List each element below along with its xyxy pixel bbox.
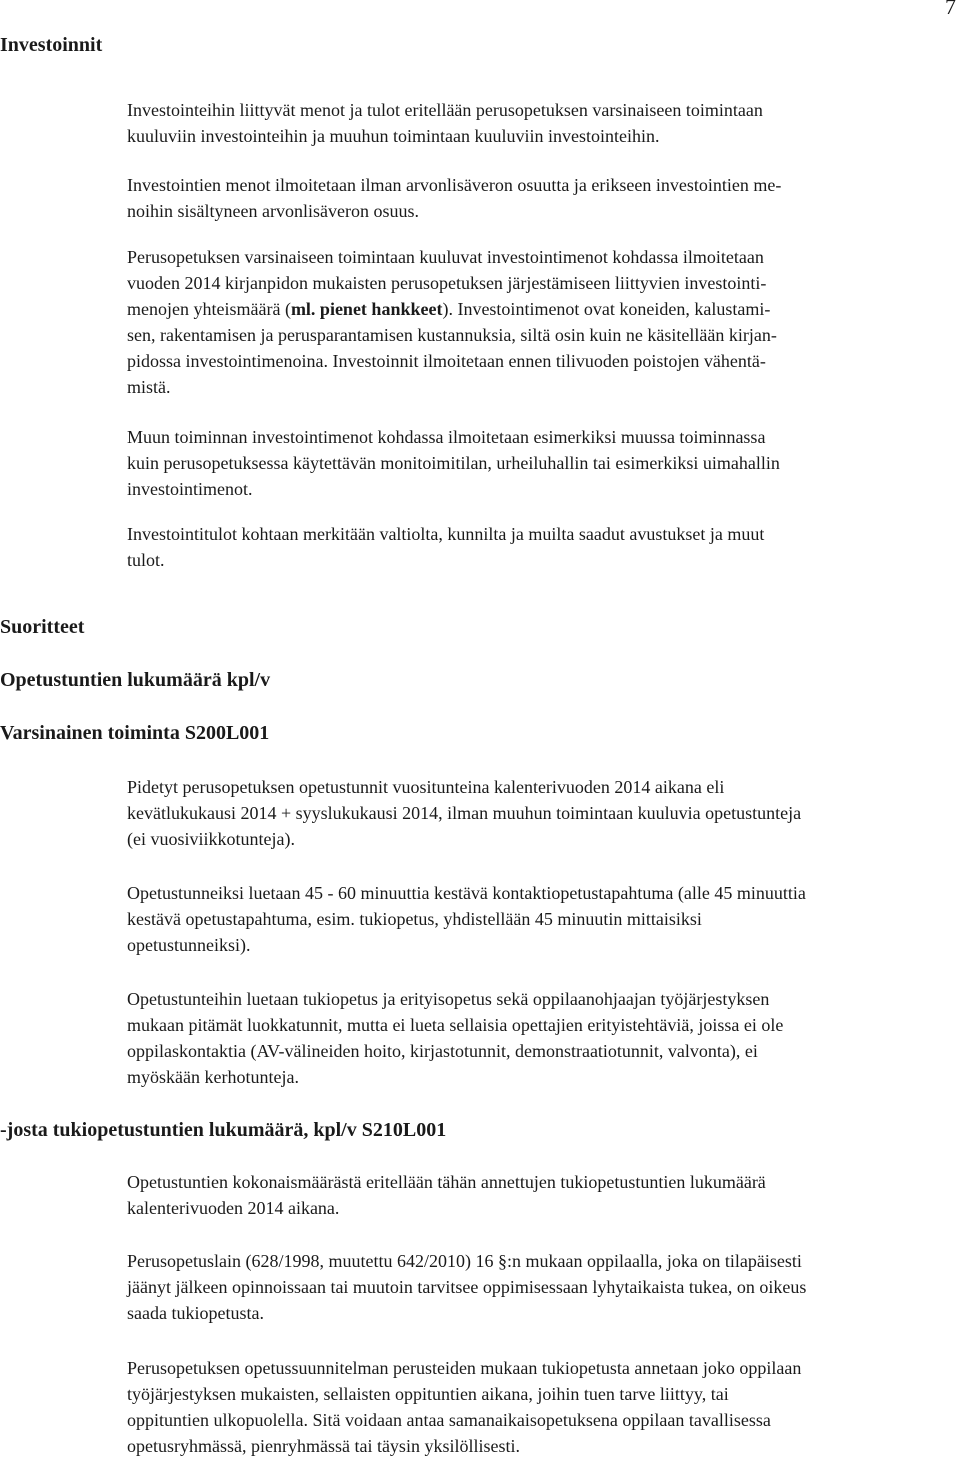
text-line: kalenterivuoden 2014 aikana. xyxy=(127,1198,340,1218)
text-line: Perusopetuksen opetussuunnitelman perusteiden mukaan tukiopetusta annetaan joko oppilaan xyxy=(127,1358,802,1378)
text-line: kuuluviin investointeihin ja muuhun toimintaan kuuluviin investointeihin. xyxy=(127,126,660,146)
text-line: (ei vuosiviikkotunteja). xyxy=(127,829,295,849)
text-line: oppituntien ulkopuolella. Sitä voidaan antaa samanaikaisopetuksena oppilaan tavallisessa xyxy=(127,1410,771,1430)
text-line: Opetustuntien kokonaismäärästä eritellään tähän annettujen tukiopetustuntien lukumäärä xyxy=(127,1172,766,1192)
section-heading-investoinnit: Investoinnit xyxy=(0,34,103,56)
paragraph-opetustunneiksi xyxy=(127,880,959,958)
paragraph-kokonaismaarasta xyxy=(127,1169,959,1221)
paragraph-investoinnit-vat xyxy=(127,172,953,224)
text-line: kevätlukukausi 2014 + syyslukukausi 2014, ilman muuhun toimintaan kuuluvia opetustunteja xyxy=(127,803,802,823)
text-line: Opetustunteihin luetaan tukiopetus ja erityisopetus sekä oppilaanohjaajan työjärjestyksen xyxy=(127,989,770,1009)
paragraph-investointitulot xyxy=(127,521,953,573)
text-line: myöskään kerhotunteja. xyxy=(127,1067,299,1087)
text-fragment: ). Investointimenot ovat koneiden, kalustami- xyxy=(442,299,771,319)
text-line: sen, rakentamisen ja perusparantamisen kustannuksia, siltä osin kuin ne käsitellään kirjan- xyxy=(127,325,777,345)
text-line: kuin perusopetuksessa käytettävän monitoimitilan, urheiluhallin tai esimerkiksi uimahallin xyxy=(127,453,780,473)
text-line: investointimenot. xyxy=(127,479,253,499)
text-line: Opetustunneiksi luetaan 45 - 60 minuuttia kestävä kontaktiopetustapahtuma (alle 45 minuuttia xyxy=(127,883,806,903)
text-line: Perusopetuslain (628/1998, muutettu 642/2010) 16 §:n mukaan oppilaalla, joka on tilapäisesti xyxy=(127,1251,802,1271)
bold-term: ml. pienet hankkeet xyxy=(290,299,443,319)
paragraph-pidetyt-opetustunnit xyxy=(127,774,959,852)
paragraph-opetustunteihin xyxy=(127,986,959,1090)
paragraph-investoinnit-muu xyxy=(127,424,953,502)
text-line: Pidetyt perusopetuksen opetustunnit vuositunteina kalenterivuoden 2014 aikana eli xyxy=(127,777,725,797)
text-line: jäänyt jälkeen opinnoissaan tai muutoin tarvitsee oppimisessaan lyhytaikaista tukea, on oikeus xyxy=(127,1277,807,1297)
text-line: tulot. xyxy=(127,550,165,570)
text-line: opetusryhmässä, pienryhmässä tai täysin yksilöllisesti. xyxy=(127,1436,520,1456)
text-line: saada tukiopetusta. xyxy=(127,1303,264,1323)
text-line: pidossa investointimenoina. Investoinnit ilmoitetaan ennen tilivuoden poistojen vähentä- xyxy=(127,351,766,371)
subheading-varsinainen-toiminta: Varsinainen toiminta S200L001 xyxy=(0,722,270,744)
subheading-tukiopetustuntien-lukumaara: -josta tukiopetustuntien lukumäärä, kpl/v S210L001 xyxy=(0,1119,447,1141)
section-heading-suoritteet: Suoritteet xyxy=(0,616,85,638)
text-line: noihin sisältyneen arvonlisäveron osuus. xyxy=(127,201,419,221)
page-number: 7 xyxy=(945,0,956,19)
paragraph-opetussuunnitelma xyxy=(127,1355,959,1459)
paragraph-investoinnit-perusopetus xyxy=(127,244,953,400)
text-line: Muun toiminnan investointimenot kohdassa ilmoitetaan esimerkiksi muussa toiminnassa xyxy=(127,427,766,447)
text-line: kestävä opetustapahtuma, esim. tukiopetus, yhdistellään 45 minuutin mittaisiksi xyxy=(127,909,702,929)
paragraph-investoinnit-intro xyxy=(127,97,953,149)
text-line: Investointeihin liittyvät menot ja tulot eritellään perusopetuksen varsinaiseen toimintaan xyxy=(127,100,763,120)
text-line: mukaan pitämät luokkatunnit, mutta ei lueta sellaisia opettajien erityistehtäviä, joissa ei ole xyxy=(127,1015,784,1035)
text-line: Investointitulot kohtaan merkitään valtiolta, kunnilta ja muilta saadut avustukset ja muut xyxy=(127,524,765,544)
text-line: oppilaskontaktia (AV-välineiden hoito, kirjastotunnit, demonstraatiotunnit, valvonta), ei xyxy=(127,1041,758,1061)
text-line: työjärjestyksen mukaisten, sellaisten oppituntien aikana, joihin tuen tarve liittyy, tai xyxy=(127,1384,729,1404)
text-line: opetustunneiksi). xyxy=(127,935,251,955)
text-line: mistä. xyxy=(127,377,171,397)
text-line: vuoden 2014 kirjanpidon mukaisten perusopetuksen järjestämiseen liittyvien investointi- xyxy=(127,273,767,293)
paragraph-perusopetuslaki xyxy=(127,1248,959,1326)
text-line: Investointien menot ilmoitetaan ilman arvonlisäveron osuutta ja erikseen investointien me- xyxy=(127,175,782,195)
subheading-opetustuntien-lukumaara: Opetustuntien lukumäärä kpl/v xyxy=(0,669,271,691)
text-fragment: menojen yhteismäärä ( xyxy=(127,299,291,319)
text-line: Perusopetuksen varsinaiseen toimintaan kuuluvat investointimenot kohdassa ilmoitetaan xyxy=(127,247,764,267)
text-line xyxy=(127,299,770,319)
